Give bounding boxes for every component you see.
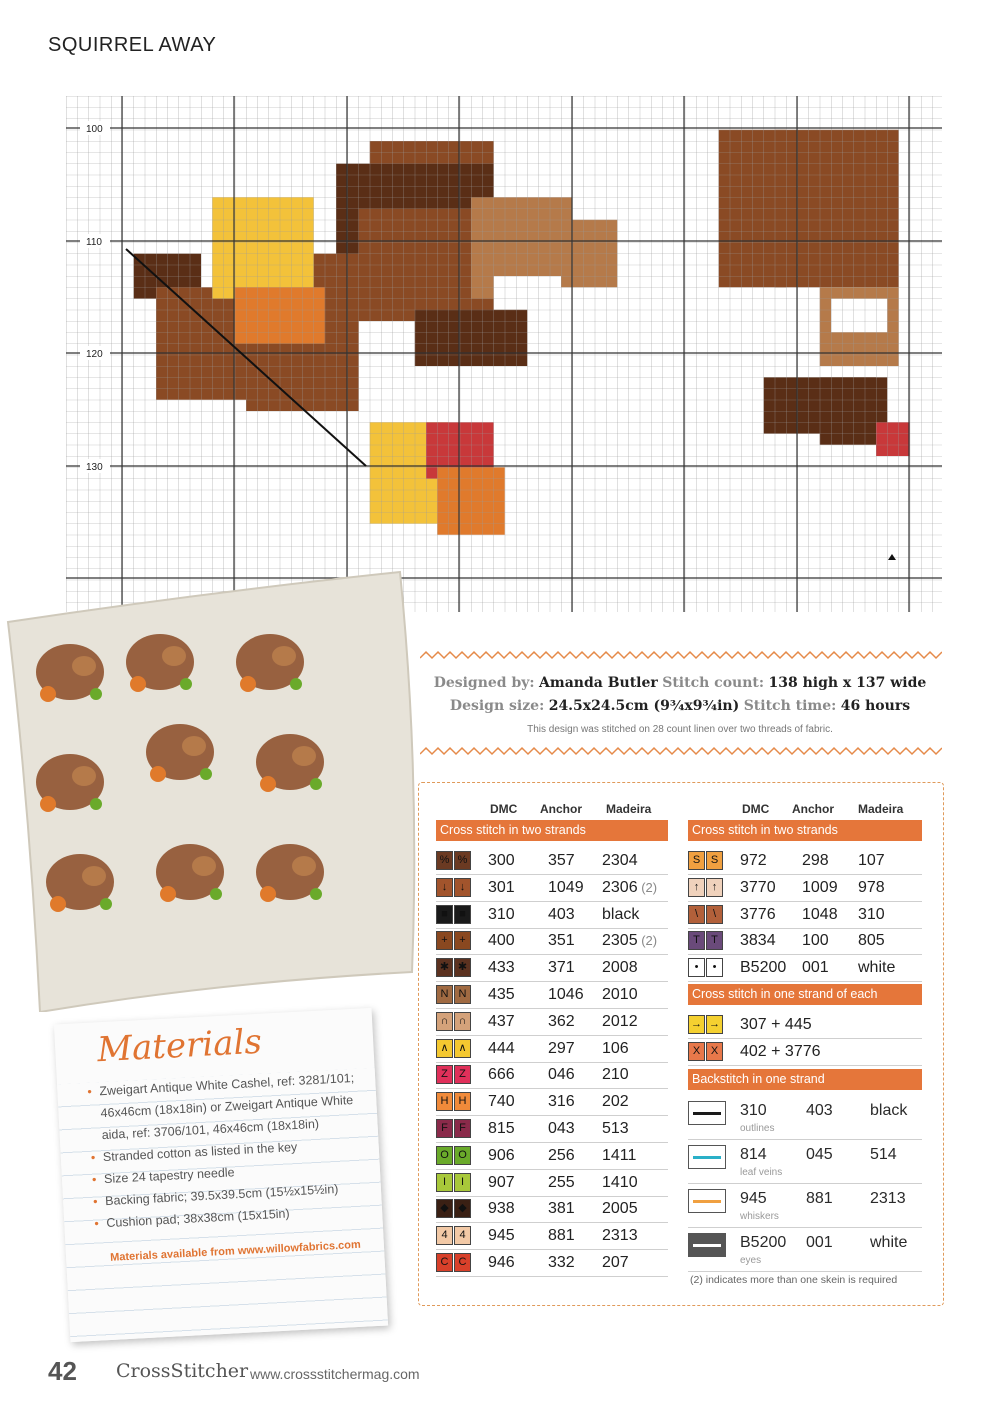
design-credits: Designed by: Amanda Butler Stitch count: 138 high x 137 wide Design size: 24.5x24.5cm (9¾x9¾in) Stitch time: 46 hours	[433, 675, 927, 714]
dmc-code: 310	[740, 1102, 767, 1119]
dmc-code: 945	[740, 1190, 767, 1207]
key-row	[436, 1009, 668, 1036]
dmc-code: 400	[488, 932, 515, 950]
materials-item: • Backing fabric; 39.5x39.5cm (15½x15½in)	[93, 1177, 364, 1213]
dmc-code: 938	[488, 1200, 515, 1218]
madeira-code: 2313	[602, 1227, 638, 1245]
stitch-symbol: ∧ ∧	[436, 1039, 472, 1058]
backstitch-use: outlines	[740, 1123, 775, 1134]
dmc-code: B5200	[740, 1234, 787, 1251]
anchor-code: 403	[548, 905, 575, 923]
materials-item: • Size 24 tapestry needle	[91, 1155, 362, 1191]
anchor-code: 1009	[802, 878, 838, 896]
key-header: Madeira	[606, 802, 652, 816]
stitch-symbol: ◆ ◆	[436, 1199, 472, 1218]
key-row	[688, 1039, 922, 1066]
key-row	[436, 1250, 668, 1277]
combo-code: 402 + 3776	[740, 1043, 821, 1060]
page-title: SQUIRREL AWAY	[48, 34, 217, 56]
key-row	[436, 982, 668, 1009]
dmc-code: 666	[488, 1066, 515, 1084]
zigzag-divider	[420, 650, 942, 660]
anchor-code: 403	[806, 1102, 833, 1119]
band-cross-two: Cross stitch in two strands	[688, 820, 922, 841]
band-cross-two: Cross stitch in two strands	[436, 820, 668, 841]
key-header: Anchor	[540, 802, 582, 816]
stitch-symbol: + +	[436, 931, 472, 950]
stitch-symbol: N N	[436, 985, 472, 1004]
dmc-code: 946	[488, 1254, 515, 1271]
anchor-code: 256	[548, 1146, 575, 1164]
row-label: 110	[86, 237, 102, 248]
materials-title: Materials	[96, 1021, 263, 1071]
stitch-symbol: F F	[436, 1119, 472, 1138]
stitch-symbol: • •	[688, 958, 724, 977]
backstitch-row	[688, 1228, 922, 1272]
anchor-code: 100	[802, 932, 829, 950]
stitch-symbol: \ \	[688, 905, 724, 924]
dmc-code: 815	[488, 1120, 515, 1137]
materials-item: • Zweigart Antique White Cashel, ref: 3281/101; 46x46cm (18x18in) or Zweigart Antique White aida, ref: 3706/101, 46x46cm (18x18in)	[87, 1067, 360, 1147]
dmc-code: 444	[488, 1039, 515, 1057]
dmc-code: 740	[488, 1093, 515, 1111]
magazine-url: www.crossstitchermag.com	[250, 1366, 420, 1382]
madeira-code: 513	[602, 1120, 629, 1137]
key-row	[688, 848, 922, 875]
backstitch-use: eyes	[740, 1255, 762, 1266]
key-row	[436, 1116, 668, 1143]
key-row	[436, 928, 668, 955]
stitch-symbol: ↑ ↑	[688, 878, 724, 897]
madeira-code: white	[858, 959, 896, 977]
stitch-symbol: H H	[436, 1092, 472, 1111]
anchor-code: 381	[548, 1200, 575, 1218]
backstitch-row	[688, 1096, 922, 1140]
key-row	[436, 902, 668, 929]
anchor-code: 881	[806, 1190, 833, 1207]
fabric-note: This design was stitched on 28 count linen over two threads of fabric.	[527, 724, 833, 735]
madeira-code: 514	[870, 1146, 897, 1163]
key-row	[688, 1012, 922, 1039]
backstitch-use: whiskers	[740, 1211, 779, 1222]
dmc-code: 3770	[740, 878, 776, 896]
materials-item: • Cushion pad; 38x38cm (15x15in)	[94, 1199, 365, 1235]
dmc-code: 301	[488, 878, 515, 896]
backstitch-row	[688, 1140, 922, 1184]
anchor-code: 1049	[548, 878, 584, 896]
backstitch-line	[688, 1145, 726, 1169]
key-row	[436, 875, 668, 902]
stitch-symbol: ■ ■	[436, 905, 472, 924]
madeira-code: 202	[602, 1093, 629, 1111]
madeira-code: 2313	[870, 1190, 906, 1207]
stitch-symbol: T T	[688, 931, 724, 950]
magazine-name: CrossStitcher	[116, 1360, 249, 1382]
dmc-code: 814	[740, 1146, 767, 1163]
key-row	[436, 1036, 668, 1063]
key-row	[436, 1170, 668, 1197]
madeira-code: white	[870, 1234, 908, 1251]
dmc-code: 433	[488, 959, 515, 977]
backstitch-use: leaf veins	[740, 1167, 783, 1178]
dmc-code: 3834	[740, 932, 776, 950]
anchor-code: 045	[806, 1146, 833, 1163]
row-label: 100	[86, 124, 103, 135]
madeira-code: 207	[602, 1254, 629, 1271]
materials-source: Materials available from www.willowfabrics.com	[109, 1238, 362, 1264]
dmc-code: B5200	[740, 959, 787, 977]
madeira-code: 210	[602, 1066, 629, 1084]
page-number: 42	[48, 1356, 77, 1386]
madeira-code: black	[602, 905, 640, 923]
anchor-code: 1046	[548, 986, 584, 1003]
stitch-symbol: → →	[688, 1015, 724, 1034]
materials-list	[87, 1067, 365, 1235]
dmc-code: 300	[488, 852, 515, 869]
stitch-symbol: % %	[436, 851, 472, 870]
dmc-code: 3776	[740, 905, 776, 923]
anchor-code: 881	[548, 1227, 575, 1245]
anchor-code: 046	[548, 1066, 575, 1084]
key-row	[436, 1062, 668, 1089]
backstitch-line	[688, 1233, 726, 1257]
key-row	[436, 1143, 668, 1170]
combo-code: 307 + 445	[740, 1016, 812, 1033]
anchor-code: 001	[806, 1234, 833, 1251]
materials-item: • Stranded cotton as listed in the key	[90, 1133, 361, 1169]
madeira-code: 805	[858, 932, 885, 950]
cushion-photo	[0, 552, 420, 1012]
zigzag-divider	[420, 746, 942, 756]
key-row	[688, 955, 922, 982]
anchor-code: 332	[548, 1254, 575, 1271]
stitch-symbol: C C	[436, 1253, 472, 1272]
madeira-code: 310	[858, 905, 885, 923]
madeira-code: 2005	[602, 1200, 638, 1218]
skein-footnote: (2) indicates more than one skein is required	[690, 1274, 898, 1286]
key-row	[436, 955, 668, 982]
dmc-code: 435	[488, 986, 515, 1003]
stitch-symbol: X X	[688, 1042, 724, 1061]
key-row	[436, 848, 668, 875]
anchor-code: 255	[548, 1173, 575, 1191]
madeira-code: 1411	[602, 1146, 637, 1164]
cross-stitch-chart	[66, 96, 942, 612]
stitch-symbol: ✱ ✱	[436, 958, 472, 977]
stitch-symbol: I I	[436, 1173, 472, 1192]
anchor-code: 351	[548, 932, 575, 950]
anchor-code: 1048	[802, 905, 838, 923]
dmc-code: 945	[488, 1227, 515, 1245]
key-row	[688, 875, 922, 902]
madeira-code: 1410	[602, 1173, 638, 1191]
dmc-code: 437	[488, 1012, 515, 1030]
key-header: Madeira	[858, 802, 904, 816]
anchor-code: 362	[548, 1012, 575, 1030]
madeira-code: 2304	[602, 852, 638, 869]
key-row	[688, 928, 922, 955]
madeira-code: 978	[858, 878, 885, 896]
madeira-code: 2008	[602, 959, 638, 977]
anchor-code: 298	[802, 852, 829, 869]
stitch-symbol: ∩ ∩	[436, 1012, 472, 1031]
anchor-code: 357	[548, 852, 575, 869]
madeira-code: 2306 (2)	[602, 878, 658, 896]
key-header: Anchor	[792, 802, 834, 816]
madeira-code: 2305 (2)	[602, 932, 658, 950]
anchor-code: 297	[548, 1039, 575, 1057]
materials-card	[54, 1008, 388, 1342]
stitch-symbol: ↓ ↓	[436, 878, 472, 897]
key-row	[688, 902, 922, 929]
madeira-code: 2010	[602, 986, 638, 1003]
key-row	[436, 1223, 668, 1250]
anchor-code: 316	[548, 1093, 575, 1111]
key-header: DMC	[490, 802, 518, 816]
dmc-code: 310	[488, 905, 515, 923]
backstitch-row	[688, 1184, 922, 1228]
key-row	[436, 1196, 668, 1223]
stitch-symbol: 4 4	[436, 1226, 472, 1245]
madeira-code: 107	[858, 852, 885, 869]
anchor-code: 043	[548, 1120, 575, 1137]
row-label: 130	[86, 462, 103, 473]
row-label: 120	[86, 349, 103, 360]
stitch-symbol: O O	[436, 1146, 472, 1165]
key-row	[436, 1089, 668, 1116]
madeira-code: 106	[602, 1039, 629, 1057]
band-backstitch: Backstitch in one strand	[688, 1069, 922, 1090]
dmc-code: 906	[488, 1146, 515, 1164]
anchor-code: 371	[548, 959, 575, 977]
band-cross-one: Cross stitch in one strand of each	[688, 984, 922, 1005]
backstitch-line	[688, 1101, 726, 1125]
madeira-code: 2012	[602, 1012, 638, 1030]
stitch-symbol: Z Z	[436, 1065, 472, 1084]
dmc-code: 972	[740, 852, 767, 869]
stitch-symbol: S S	[688, 851, 724, 870]
key-header: DMC	[742, 802, 770, 816]
backstitch-line	[688, 1189, 726, 1213]
dmc-code: 907	[488, 1173, 515, 1191]
anchor-code: 001	[802, 959, 829, 977]
madeira-code: black	[870, 1102, 908, 1119]
